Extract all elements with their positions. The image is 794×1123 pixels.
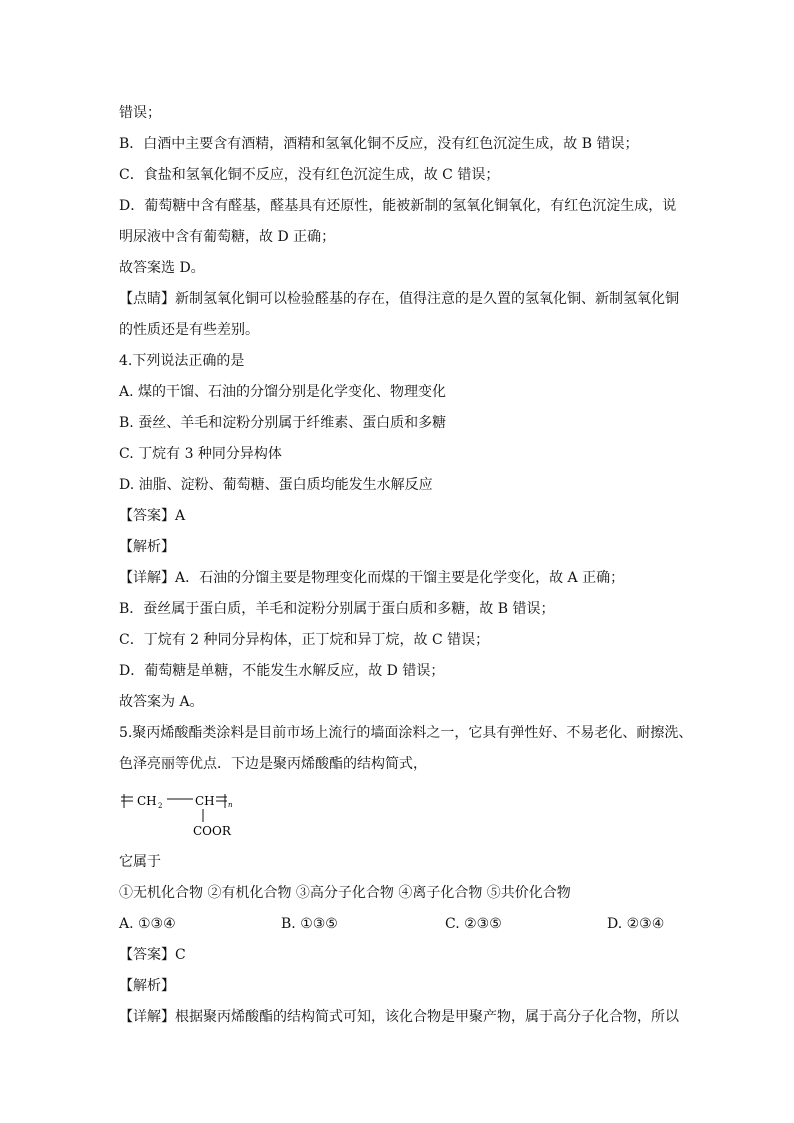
analysis-label: 【解析】 xyxy=(119,978,175,994)
text-line: 它属于 xyxy=(119,854,161,870)
text-line: D．葡萄糖中含有醛基，醛基具有还原性，能被新制的氢氧化铜氧化，有红色沉淀生成，说 xyxy=(119,198,677,214)
question-4-stem: 4.下列说法正确的是 xyxy=(119,353,245,369)
answer-label: 【答案】C xyxy=(119,947,186,963)
text-line: 【详解】A．石油的分馏主要是物理变化而煤的干馏主要是化学变化，故 A 正确； xyxy=(119,570,625,586)
question-5-option-d: D. ②③④ xyxy=(607,916,665,932)
question-5-option-b: B. ①③⑤ xyxy=(281,916,338,932)
formula-ch2-subscript: 2 xyxy=(158,802,163,810)
formula-ch2: CH xyxy=(137,794,157,808)
text-line: 的性质还是有些差别。 xyxy=(119,322,259,338)
text-line: 【点睛】新制氢氧化铜可以检验醛基的存在，值得注意的是久置的氢氧化铜、新制氢氧化铜 xyxy=(119,291,679,307)
text-line: 故答案为 A。 xyxy=(119,694,204,710)
analysis-label: 【解析】 xyxy=(119,539,175,555)
text-line: B．蚕丝属于蛋白质，羊毛和淀粉分别属于蛋白质和多糖，故 B 错误； xyxy=(119,601,555,617)
question-5-option-a: A. ①③④ xyxy=(119,916,176,932)
question-4-option-a: A. 煤的干馏、石油的分馏分别是化学变化、物理变化 xyxy=(119,384,447,400)
formula-coor: COOR xyxy=(193,824,231,838)
question-4-option-d: D. 油脂、淀粉、葡萄糖、蛋白质均能发生水解反应 xyxy=(119,477,433,493)
text-line: B．白酒中主要含有酒精，酒精和氢氧化铜不反应，没有红色沉淀生成，故 B 错误； xyxy=(119,136,639,152)
text-line: 【详解】根据聚丙烯酸酯的结构简式可知，该化合物是甲聚产物，属于高分子化合物，所以 xyxy=(119,1009,679,1025)
text-line: 色泽亮丽等优点．下边是聚丙烯酸酯的结构简式， xyxy=(119,756,427,772)
text-line: C．丁烷有 2 种同分异构体，正丁烷和异丁烷，故 C 错误； xyxy=(119,632,490,648)
question-4-option-b: B. 蚕丝、羊毛和淀粉分别属于纤维素、蛋白质和多糖 xyxy=(119,415,447,431)
text-line: D．葡萄糖是单糖，不能发生水解反应，故 D 错误； xyxy=(119,663,445,679)
formula-ch: CH xyxy=(195,794,215,808)
structural-formula xyxy=(119,790,259,840)
question-5-stem: 5.聚丙烯酸酯类涂料是目前市场上流行的墙面涂料之一，它具有弹性好、不易老化、耐擦洗、 xyxy=(119,725,693,741)
answer-label: 【答案】A xyxy=(119,508,186,524)
text-line: 故答案选 D。 xyxy=(119,260,205,276)
question-4-option-c: C. 丁烷有 3 种同分异构体 xyxy=(119,446,282,462)
question-5-items: ①无机化合物 ②有机化合物 ③高分子化合物 ④离子化合物 ⑤共价化合物 xyxy=(119,885,571,901)
text-line: 明尿液中含有葡萄糖，故 D 正确； xyxy=(119,229,336,245)
formula-n: n xyxy=(228,801,233,809)
text-line: C．食盐和氢氧化铜不反应，没有红色沉淀生成，故 C 错误； xyxy=(119,167,500,183)
text-line: 错误； xyxy=(119,105,161,121)
question-5-option-c: C. ②③⑤ xyxy=(445,916,502,932)
